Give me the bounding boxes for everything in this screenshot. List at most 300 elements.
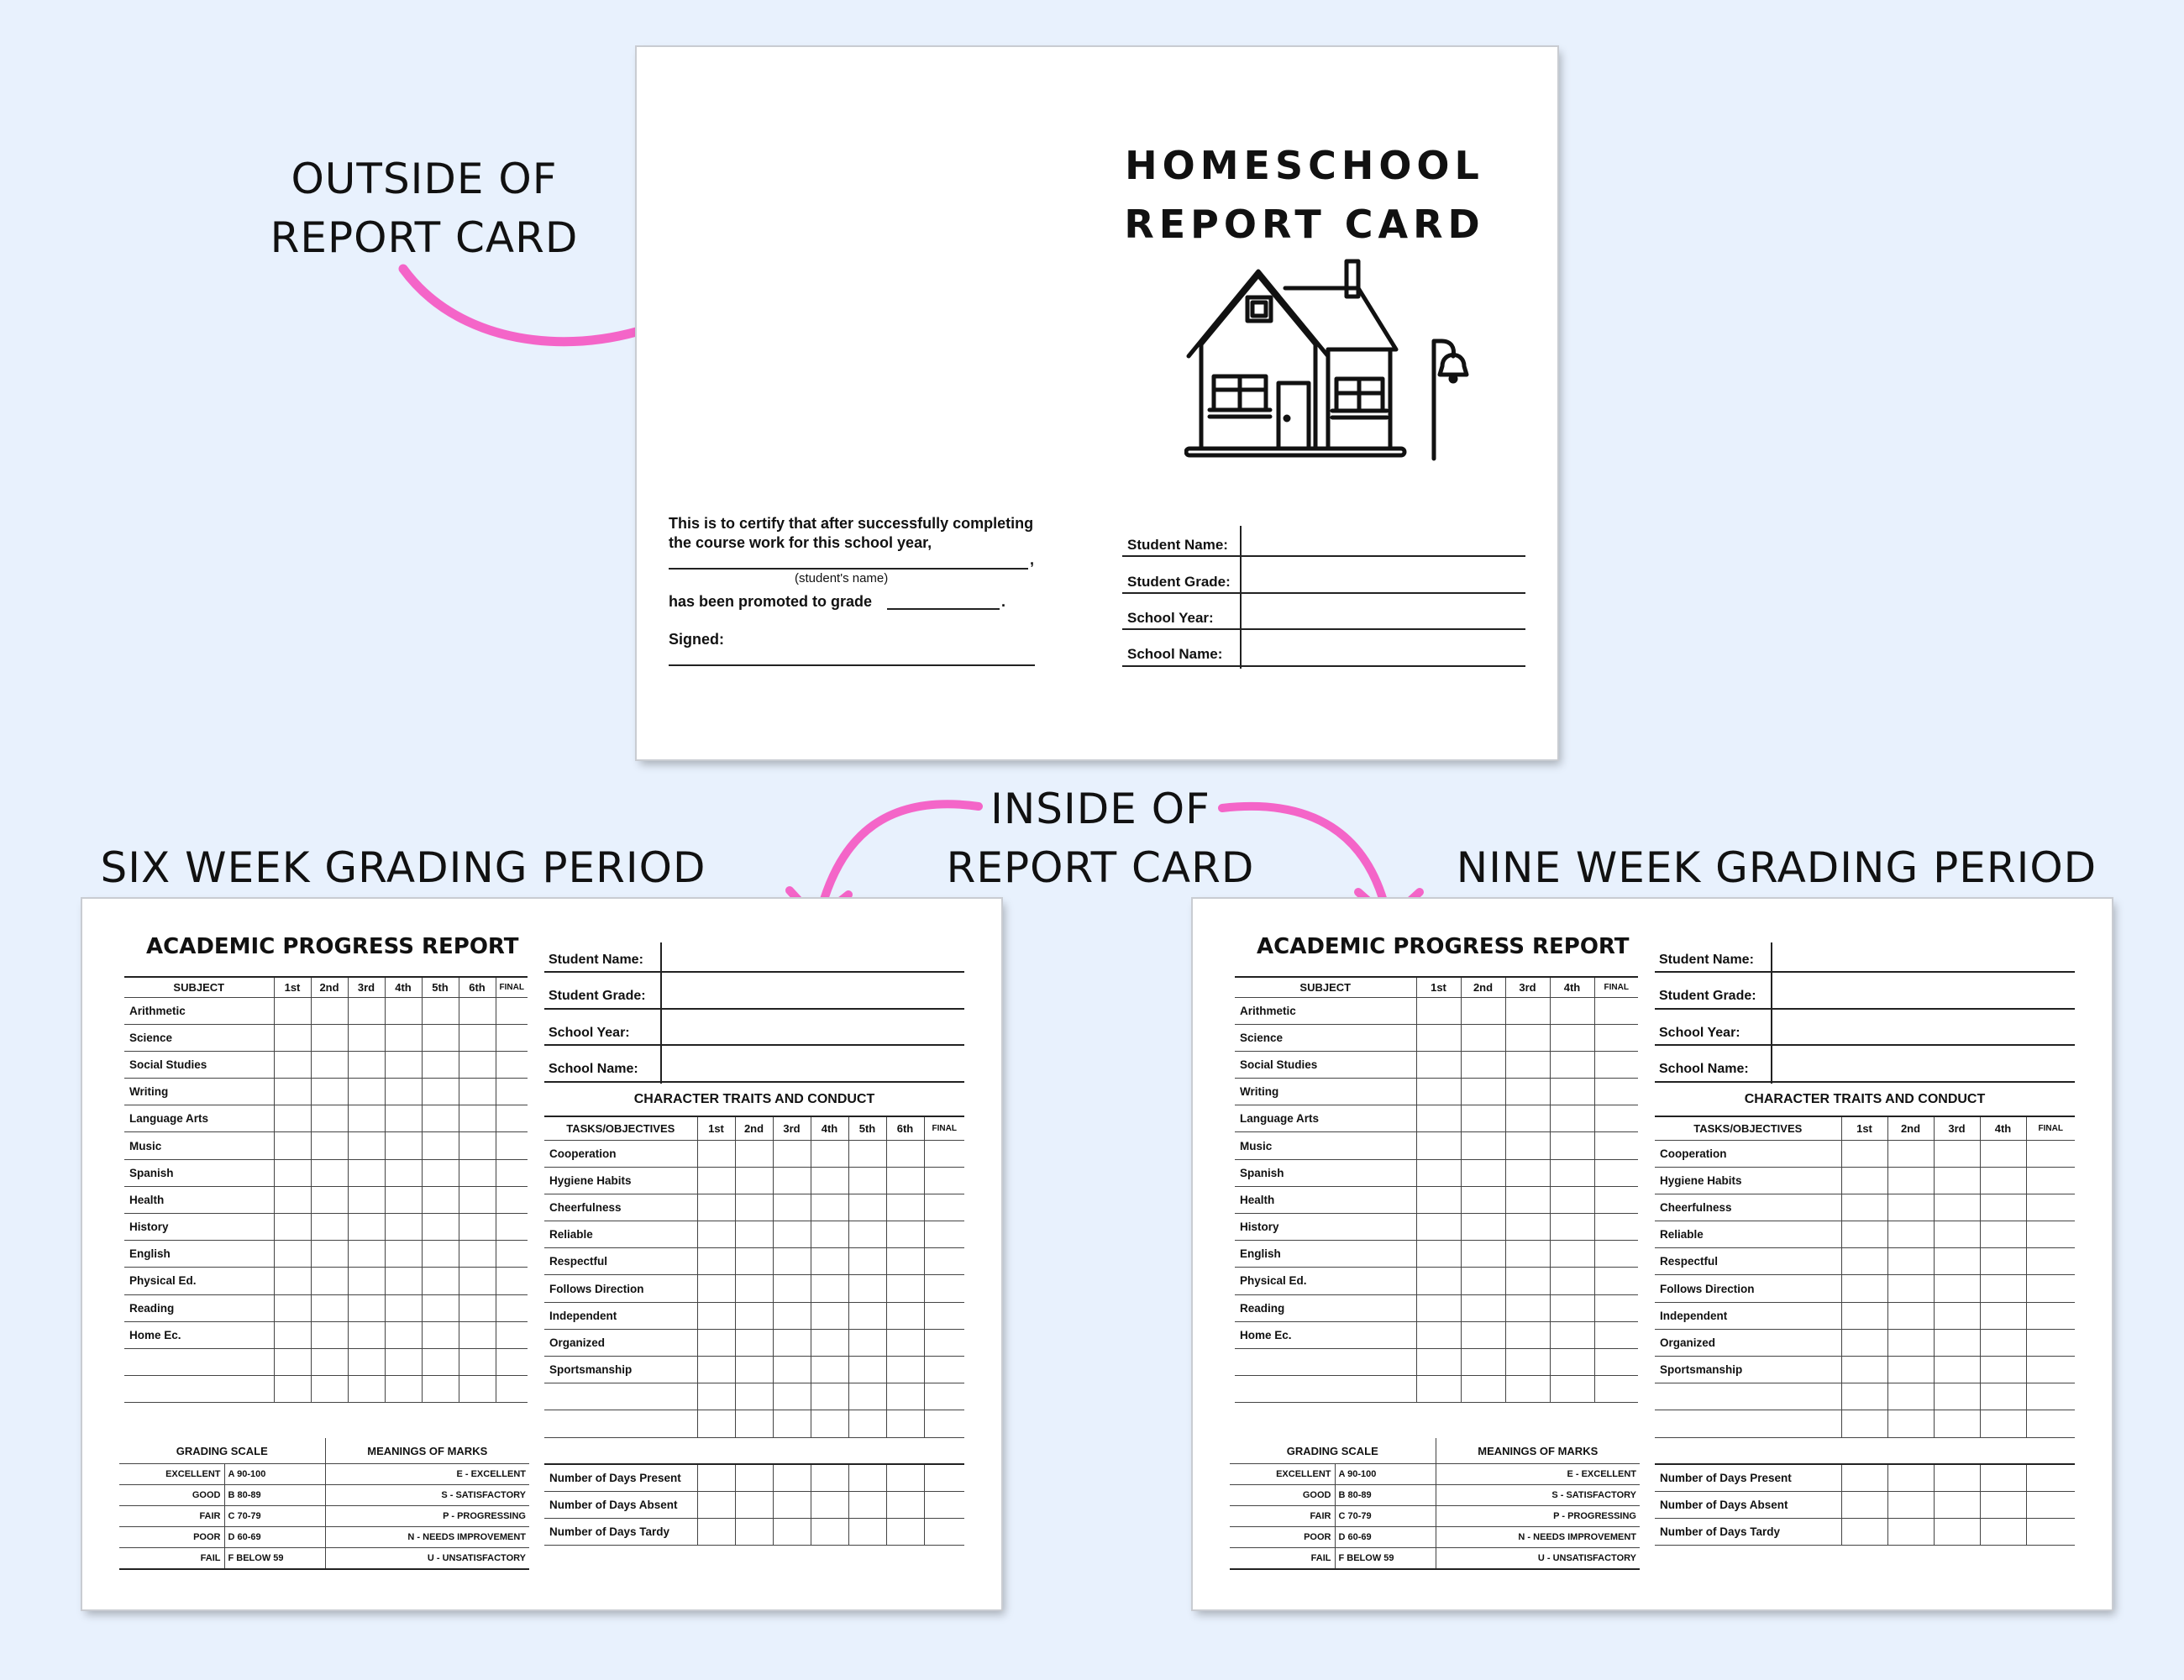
- six-trait-grade-cell[interactable]: [735, 1383, 773, 1410]
- nine-subject-grade-cell[interactable]: [1550, 1051, 1594, 1078]
- six-subject-grade-cell[interactable]: [311, 1159, 348, 1186]
- six-attendance-cell[interactable]: [886, 1518, 924, 1545]
- six-trait-grade-cell[interactable]: [886, 1383, 924, 1410]
- six-subject-grade-cell[interactable]: [385, 997, 422, 1024]
- six-subject-grade-cell[interactable]: [459, 997, 496, 1024]
- nine-subject-grade-cell[interactable]: [1505, 1132, 1550, 1159]
- six-subject-grade-cell[interactable]: [459, 1024, 496, 1051]
- nine-trait-grade-cell[interactable]: [1841, 1221, 1887, 1248]
- nine-subject-grade-cell[interactable]: [1550, 1105, 1594, 1132]
- nine-subject-grade-cell[interactable]: [1505, 997, 1550, 1024]
- six-subject-grade-cell[interactable]: [348, 1348, 385, 1375]
- six-trait-grade-cell[interactable]: [773, 1221, 811, 1248]
- six-trait-grade-cell[interactable]: [811, 1302, 848, 1329]
- nine-trait-grade-cell[interactable]: [1841, 1167, 1887, 1194]
- six-subject-grade-cell[interactable]: [496, 1024, 528, 1051]
- six-subject-grade-cell[interactable]: [496, 1159, 528, 1186]
- nine-attendance-cell[interactable]: [1887, 1464, 1934, 1491]
- nine-trait-grade-cell[interactable]: [1841, 1194, 1887, 1221]
- nine-trait-grade-cell[interactable]: [1934, 1140, 1980, 1167]
- nine-subject-grade-cell[interactable]: [1550, 1132, 1594, 1159]
- nine-trait-grade-cell[interactable]: [1934, 1383, 1980, 1410]
- nine-subject-grade-cell[interactable]: [1594, 1214, 1638, 1241]
- six-attendance-cell[interactable]: [848, 1464, 886, 1491]
- nine-subject-grade-cell[interactable]: [1461, 1024, 1505, 1051]
- nine-subject-grade-cell[interactable]: [1594, 1241, 1638, 1268]
- six-trait-grade-cell[interactable]: [697, 1221, 735, 1248]
- nine-subject-grade-cell[interactable]: [1550, 1268, 1594, 1294]
- nine-trait-grade-cell[interactable]: [1980, 1194, 2026, 1221]
- nine-subject-grade-cell[interactable]: [1416, 1348, 1461, 1375]
- nine-trait-grade-cell[interactable]: [1887, 1383, 1934, 1410]
- nine-trait-grade-cell[interactable]: [1980, 1167, 2026, 1194]
- nine-subject-grade-cell[interactable]: [1594, 1186, 1638, 1213]
- six-subject-grade-cell[interactable]: [496, 1376, 528, 1403]
- six-subject-grade-cell[interactable]: [422, 1214, 459, 1241]
- nine-subject-grade-cell[interactable]: [1505, 1241, 1550, 1268]
- six-student-name-field[interactable]: [544, 971, 964, 973]
- six-subject-grade-cell[interactable]: [311, 1105, 348, 1132]
- six-trait-grade-cell[interactable]: [924, 1383, 964, 1410]
- nine-subject-grade-cell[interactable]: [1550, 1376, 1594, 1403]
- six-trait-grade-cell[interactable]: [811, 1167, 848, 1194]
- nine-trait-grade-cell[interactable]: [1887, 1329, 1934, 1356]
- six-subject-grade-cell[interactable]: [496, 1348, 528, 1375]
- six-subject-grade-cell[interactable]: [459, 1294, 496, 1321]
- nine-subject-grade-cell[interactable]: [1550, 1321, 1594, 1348]
- six-subject-grade-cell[interactable]: [348, 1051, 385, 1078]
- six-trait-grade-cell[interactable]: [773, 1140, 811, 1167]
- six-trait-grade-cell[interactable]: [811, 1357, 848, 1383]
- six-subject-grade-cell[interactable]: [274, 1186, 311, 1213]
- six-trait-grade-cell[interactable]: [848, 1383, 886, 1410]
- six-attendance-cell[interactable]: [886, 1491, 924, 1518]
- six-trait-grade-cell[interactable]: [697, 1357, 735, 1383]
- six-trait-grade-cell[interactable]: [773, 1167, 811, 1194]
- nine-subject-grade-cell[interactable]: [1594, 1321, 1638, 1348]
- six-trait-grade-cell[interactable]: [924, 1329, 964, 1356]
- nine-subject-grade-cell[interactable]: [1505, 1376, 1550, 1403]
- six-trait-grade-cell[interactable]: [811, 1221, 848, 1248]
- six-subject-grade-cell[interactable]: [274, 1024, 311, 1051]
- nine-subject-grade-cell[interactable]: [1416, 1051, 1461, 1078]
- nine-trait-grade-cell[interactable]: [1934, 1194, 1980, 1221]
- six-subject-grade-cell[interactable]: [311, 1241, 348, 1268]
- six-subject-grade-cell[interactable]: [311, 1294, 348, 1321]
- nine-subject-grade-cell[interactable]: [1416, 1132, 1461, 1159]
- six-trait-grade-cell[interactable]: [773, 1329, 811, 1356]
- nine-attendance-cell[interactable]: [1980, 1491, 2026, 1518]
- six-attendance-cell[interactable]: [924, 1464, 964, 1491]
- nine-subject-grade-cell[interactable]: [1550, 1079, 1594, 1105]
- six-attendance-cell[interactable]: [848, 1491, 886, 1518]
- six-attendance-cell[interactable]: [811, 1491, 848, 1518]
- six-subject-grade-cell[interactable]: [496, 1294, 528, 1321]
- nine-subject-grade-cell[interactable]: [1550, 1024, 1594, 1051]
- six-subject-grade-cell[interactable]: [311, 997, 348, 1024]
- signature-line[interactable]: [669, 664, 1035, 666]
- six-subject-grade-cell[interactable]: [274, 1348, 311, 1375]
- six-trait-grade-cell[interactable]: [735, 1410, 773, 1437]
- nine-attendance-cell[interactable]: [2026, 1464, 2075, 1491]
- nine-subject-grade-cell[interactable]: [1416, 1268, 1461, 1294]
- nine-subject-grade-cell[interactable]: [1550, 1159, 1594, 1186]
- six-subject-grade-cell[interactable]: [422, 1186, 459, 1213]
- six-trait-grade-cell[interactable]: [848, 1194, 886, 1221]
- cover-student-grade-field[interactable]: [1122, 592, 1525, 594]
- nine-trait-grade-cell[interactable]: [2026, 1248, 2075, 1275]
- six-school-year-field[interactable]: [544, 1044, 964, 1046]
- cover-student-name-field[interactable]: [1122, 555, 1525, 557]
- nine-trait-grade-cell[interactable]: [2026, 1194, 2075, 1221]
- six-subject-grade-cell[interactable]: [274, 1132, 311, 1159]
- six-trait-grade-cell[interactable]: [886, 1357, 924, 1383]
- nine-trait-grade-cell[interactable]: [1841, 1140, 1887, 1167]
- nine-trait-grade-cell[interactable]: [2026, 1302, 2075, 1329]
- six-subject-grade-cell[interactable]: [385, 1376, 422, 1403]
- six-trait-grade-cell[interactable]: [697, 1248, 735, 1275]
- six-subject-grade-cell[interactable]: [496, 997, 528, 1024]
- six-trait-grade-cell[interactable]: [924, 1221, 964, 1248]
- six-subject-grade-cell[interactable]: [496, 1214, 528, 1241]
- nine-trait-grade-cell[interactable]: [1980, 1410, 2026, 1437]
- six-subject-grade-cell[interactable]: [311, 1079, 348, 1105]
- nine-subject-grade-cell[interactable]: [1505, 1024, 1550, 1051]
- six-attendance-cell[interactable]: [848, 1518, 886, 1545]
- nine-trait-grade-cell[interactable]: [1980, 1302, 2026, 1329]
- nine-subject-grade-cell[interactable]: [1505, 1294, 1550, 1321]
- nine-trait-grade-cell[interactable]: [1887, 1140, 1934, 1167]
- six-trait-grade-cell[interactable]: [886, 1275, 924, 1302]
- nine-subject-grade-cell[interactable]: [1416, 1159, 1461, 1186]
- nine-subject-grade-cell[interactable]: [1594, 1268, 1638, 1294]
- nine-trait-grade-cell[interactable]: [1841, 1248, 1887, 1275]
- six-subject-grade-cell[interactable]: [385, 1132, 422, 1159]
- six-attendance-cell[interactable]: [735, 1491, 773, 1518]
- nine-school-name-field[interactable]: [1655, 1081, 2075, 1083]
- nine-trait-grade-cell[interactable]: [1841, 1275, 1887, 1302]
- six-trait-grade-cell[interactable]: [924, 1302, 964, 1329]
- nine-trait-grade-cell[interactable]: [1934, 1410, 1980, 1437]
- six-subject-grade-cell[interactable]: [496, 1105, 528, 1132]
- six-subject-grade-cell[interactable]: [496, 1132, 528, 1159]
- six-trait-grade-cell[interactable]: [848, 1167, 886, 1194]
- six-attendance-cell[interactable]: [773, 1491, 811, 1518]
- nine-trait-grade-cell[interactable]: [1934, 1329, 1980, 1356]
- six-subject-grade-cell[interactable]: [422, 1132, 459, 1159]
- six-student-grade-field[interactable]: [544, 1008, 964, 1010]
- six-subject-grade-cell[interactable]: [496, 1321, 528, 1348]
- six-trait-grade-cell[interactable]: [886, 1221, 924, 1248]
- nine-trait-grade-cell[interactable]: [1887, 1221, 1934, 1248]
- six-subject-grade-cell[interactable]: [348, 1214, 385, 1241]
- nine-subject-grade-cell[interactable]: [1461, 1132, 1505, 1159]
- six-trait-grade-cell[interactable]: [773, 1302, 811, 1329]
- six-attendance-cell[interactable]: [735, 1464, 773, 1491]
- six-subject-grade-cell[interactable]: [348, 1159, 385, 1186]
- six-subject-grade-cell[interactable]: [348, 1294, 385, 1321]
- six-trait-grade-cell[interactable]: [886, 1302, 924, 1329]
- nine-attendance-cell[interactable]: [1841, 1491, 1887, 1518]
- nine-subject-grade-cell[interactable]: [1550, 1241, 1594, 1268]
- six-attendance-cell[interactable]: [924, 1491, 964, 1518]
- six-trait-grade-cell[interactable]: [811, 1410, 848, 1437]
- nine-trait-grade-cell[interactable]: [1980, 1248, 2026, 1275]
- six-trait-grade-cell[interactable]: [848, 1410, 886, 1437]
- six-subject-grade-cell[interactable]: [422, 1024, 459, 1051]
- nine-subject-grade-cell[interactable]: [1505, 1321, 1550, 1348]
- six-trait-grade-cell[interactable]: [811, 1383, 848, 1410]
- nine-subject-grade-cell[interactable]: [1550, 1348, 1594, 1375]
- six-trait-grade-cell[interactable]: [848, 1357, 886, 1383]
- six-subject-grade-cell[interactable]: [459, 1268, 496, 1294]
- nine-attendance-cell[interactable]: [1934, 1491, 1980, 1518]
- six-attendance-cell[interactable]: [697, 1518, 735, 1545]
- nine-trait-grade-cell[interactable]: [1887, 1194, 1934, 1221]
- nine-trait-grade-cell[interactable]: [1980, 1275, 2026, 1302]
- six-trait-grade-cell[interactable]: [886, 1329, 924, 1356]
- six-subject-grade-cell[interactable]: [385, 1105, 422, 1132]
- six-trait-grade-cell[interactable]: [848, 1248, 886, 1275]
- six-subject-grade-cell[interactable]: [311, 1051, 348, 1078]
- six-trait-grade-cell[interactable]: [886, 1167, 924, 1194]
- nine-subject-grade-cell[interactable]: [1416, 1241, 1461, 1268]
- six-subject-grade-cell[interactable]: [348, 1105, 385, 1132]
- six-subject-grade-cell[interactable]: [348, 1268, 385, 1294]
- nine-subject-grade-cell[interactable]: [1550, 1214, 1594, 1241]
- six-subject-grade-cell[interactable]: [459, 1214, 496, 1241]
- nine-trait-grade-cell[interactable]: [1841, 1302, 1887, 1329]
- six-subject-grade-cell[interactable]: [385, 1348, 422, 1375]
- six-trait-grade-cell[interactable]: [773, 1194, 811, 1221]
- nine-subject-grade-cell[interactable]: [1505, 1214, 1550, 1241]
- six-subject-grade-cell[interactable]: [311, 1348, 348, 1375]
- six-subject-grade-cell[interactable]: [311, 1186, 348, 1213]
- six-subject-grade-cell[interactable]: [385, 1051, 422, 1078]
- nine-subject-grade-cell[interactable]: [1505, 1079, 1550, 1105]
- six-subject-grade-cell[interactable]: [385, 1268, 422, 1294]
- nine-subject-grade-cell[interactable]: [1416, 1214, 1461, 1241]
- six-trait-grade-cell[interactable]: [735, 1221, 773, 1248]
- nine-trait-grade-cell[interactable]: [1980, 1221, 2026, 1248]
- six-attendance-cell[interactable]: [924, 1518, 964, 1545]
- six-subject-grade-cell[interactable]: [385, 1024, 422, 1051]
- six-attendance-cell[interactable]: [886, 1464, 924, 1491]
- nine-attendance-cell[interactable]: [2026, 1491, 2075, 1518]
- nine-school-year-field[interactable]: [1655, 1044, 2075, 1046]
- nine-subject-grade-cell[interactable]: [1594, 997, 1638, 1024]
- six-subject-grade-cell[interactable]: [385, 1214, 422, 1241]
- six-attendance-cell[interactable]: [773, 1464, 811, 1491]
- six-trait-grade-cell[interactable]: [811, 1140, 848, 1167]
- six-subject-grade-cell[interactable]: [274, 1105, 311, 1132]
- six-subject-grade-cell[interactable]: [274, 1294, 311, 1321]
- nine-attendance-cell[interactable]: [1980, 1464, 2026, 1491]
- six-trait-grade-cell[interactable]: [735, 1140, 773, 1167]
- nine-trait-grade-cell[interactable]: [1934, 1275, 1980, 1302]
- nine-subject-grade-cell[interactable]: [1461, 1241, 1505, 1268]
- six-trait-grade-cell[interactable]: [697, 1275, 735, 1302]
- nine-subject-grade-cell[interactable]: [1461, 1294, 1505, 1321]
- six-subject-grade-cell[interactable]: [274, 1321, 311, 1348]
- six-school-name-field[interactable]: [544, 1081, 964, 1083]
- six-subject-grade-cell[interactable]: [496, 1268, 528, 1294]
- nine-subject-grade-cell[interactable]: [1550, 1294, 1594, 1321]
- grade-blank[interactable]: [887, 608, 1000, 610]
- nine-trait-grade-cell[interactable]: [2026, 1410, 2075, 1437]
- six-trait-grade-cell[interactable]: [697, 1140, 735, 1167]
- nine-trait-grade-cell[interactable]: [2026, 1167, 2075, 1194]
- six-trait-grade-cell[interactable]: [886, 1140, 924, 1167]
- nine-subject-grade-cell[interactable]: [1594, 1348, 1638, 1375]
- nine-subject-grade-cell[interactable]: [1461, 1105, 1505, 1132]
- nine-subject-grade-cell[interactable]: [1594, 1051, 1638, 1078]
- nine-subject-grade-cell[interactable]: [1461, 1376, 1505, 1403]
- nine-subject-grade-cell[interactable]: [1505, 1186, 1550, 1213]
- nine-trait-grade-cell[interactable]: [2026, 1221, 2075, 1248]
- nine-subject-grade-cell[interactable]: [1461, 997, 1505, 1024]
- six-subject-grade-cell[interactable]: [274, 1376, 311, 1403]
- six-trait-grade-cell[interactable]: [697, 1302, 735, 1329]
- six-subject-grade-cell[interactable]: [459, 1348, 496, 1375]
- nine-subject-grade-cell[interactable]: [1594, 1294, 1638, 1321]
- six-trait-grade-cell[interactable]: [924, 1194, 964, 1221]
- six-trait-grade-cell[interactable]: [697, 1383, 735, 1410]
- six-trait-grade-cell[interactable]: [924, 1167, 964, 1194]
- nine-subject-grade-cell[interactable]: [1461, 1159, 1505, 1186]
- nine-subject-grade-cell[interactable]: [1416, 1079, 1461, 1105]
- nine-trait-grade-cell[interactable]: [1887, 1167, 1934, 1194]
- nine-subject-grade-cell[interactable]: [1505, 1159, 1550, 1186]
- six-subject-grade-cell[interactable]: [274, 1051, 311, 1078]
- six-subject-grade-cell[interactable]: [385, 1079, 422, 1105]
- six-trait-grade-cell[interactable]: [811, 1329, 848, 1356]
- six-subject-grade-cell[interactable]: [459, 1376, 496, 1403]
- six-trait-grade-cell[interactable]: [924, 1248, 964, 1275]
- six-attendance-cell[interactable]: [811, 1518, 848, 1545]
- six-attendance-cell[interactable]: [811, 1464, 848, 1491]
- six-trait-grade-cell[interactable]: [848, 1302, 886, 1329]
- six-trait-grade-cell[interactable]: [697, 1167, 735, 1194]
- six-trait-grade-cell[interactable]: [735, 1194, 773, 1221]
- nine-student-grade-field[interactable]: [1655, 1008, 2075, 1010]
- six-trait-grade-cell[interactable]: [811, 1194, 848, 1221]
- six-subject-grade-cell[interactable]: [422, 1241, 459, 1268]
- nine-subject-grade-cell[interactable]: [1416, 1376, 1461, 1403]
- nine-trait-grade-cell[interactable]: [2026, 1275, 2075, 1302]
- six-subject-grade-cell[interactable]: [348, 1241, 385, 1268]
- six-subject-grade-cell[interactable]: [385, 1159, 422, 1186]
- nine-trait-grade-cell[interactable]: [1841, 1357, 1887, 1383]
- six-trait-grade-cell[interactable]: [924, 1140, 964, 1167]
- nine-trait-grade-cell[interactable]: [1841, 1383, 1887, 1410]
- six-trait-grade-cell[interactable]: [811, 1275, 848, 1302]
- six-subject-grade-cell[interactable]: [311, 1132, 348, 1159]
- six-subject-grade-cell[interactable]: [459, 1159, 496, 1186]
- nine-subject-grade-cell[interactable]: [1550, 997, 1594, 1024]
- six-subject-grade-cell[interactable]: [459, 1241, 496, 1268]
- six-trait-grade-cell[interactable]: [773, 1410, 811, 1437]
- nine-attendance-cell[interactable]: [1841, 1518, 1887, 1545]
- nine-subject-grade-cell[interactable]: [1550, 1186, 1594, 1213]
- nine-trait-grade-cell[interactable]: [1887, 1275, 1934, 1302]
- six-trait-grade-cell[interactable]: [924, 1410, 964, 1437]
- nine-subject-grade-cell[interactable]: [1416, 1105, 1461, 1132]
- nine-attendance-cell[interactable]: [1887, 1491, 1934, 1518]
- six-subject-grade-cell[interactable]: [422, 1294, 459, 1321]
- six-subject-grade-cell[interactable]: [274, 997, 311, 1024]
- nine-attendance-cell[interactable]: [1887, 1518, 1934, 1545]
- nine-attendance-cell[interactable]: [2026, 1518, 2075, 1545]
- nine-trait-grade-cell[interactable]: [1841, 1329, 1887, 1356]
- six-subject-grade-cell[interactable]: [496, 1051, 528, 1078]
- nine-attendance-cell[interactable]: [1841, 1464, 1887, 1491]
- nine-subject-grade-cell[interactable]: [1461, 1051, 1505, 1078]
- six-subject-grade-cell[interactable]: [385, 1186, 422, 1213]
- six-subject-grade-cell[interactable]: [385, 1241, 422, 1268]
- six-subject-grade-cell[interactable]: [348, 1186, 385, 1213]
- six-trait-grade-cell[interactable]: [735, 1248, 773, 1275]
- nine-subject-grade-cell[interactable]: [1416, 1321, 1461, 1348]
- nine-trait-grade-cell[interactable]: [2026, 1140, 2075, 1167]
- nine-trait-grade-cell[interactable]: [1934, 1248, 1980, 1275]
- nine-attendance-cell[interactable]: [1934, 1464, 1980, 1491]
- nine-subject-grade-cell[interactable]: [1416, 1294, 1461, 1321]
- six-subject-grade-cell[interactable]: [422, 1321, 459, 1348]
- cover-school-name-field[interactable]: [1122, 665, 1525, 667]
- six-subject-grade-cell[interactable]: [311, 1376, 348, 1403]
- six-subject-grade-cell[interactable]: [496, 1241, 528, 1268]
- six-subject-grade-cell[interactable]: [348, 1132, 385, 1159]
- nine-subject-grade-cell[interactable]: [1461, 1079, 1505, 1105]
- six-subject-grade-cell[interactable]: [274, 1214, 311, 1241]
- nine-subject-grade-cell[interactable]: [1505, 1268, 1550, 1294]
- nine-trait-grade-cell[interactable]: [2026, 1357, 2075, 1383]
- six-subject-grade-cell[interactable]: [422, 1376, 459, 1403]
- six-subject-grade-cell[interactable]: [422, 1348, 459, 1375]
- nine-subject-grade-cell[interactable]: [1594, 1105, 1638, 1132]
- six-trait-grade-cell[interactable]: [886, 1194, 924, 1221]
- six-subject-grade-cell[interactable]: [274, 1159, 311, 1186]
- six-subject-grade-cell[interactable]: [311, 1268, 348, 1294]
- nine-trait-grade-cell[interactable]: [1934, 1167, 1980, 1194]
- cover-school-year-field[interactable]: [1122, 628, 1525, 630]
- nine-subject-grade-cell[interactable]: [1461, 1321, 1505, 1348]
- six-subject-grade-cell[interactable]: [459, 1105, 496, 1132]
- nine-trait-grade-cell[interactable]: [1887, 1302, 1934, 1329]
- six-subject-grade-cell[interactable]: [422, 997, 459, 1024]
- six-subject-grade-cell[interactable]: [422, 1079, 459, 1105]
- nine-attendance-cell[interactable]: [1980, 1518, 2026, 1545]
- six-trait-grade-cell[interactable]: [848, 1140, 886, 1167]
- nine-subject-grade-cell[interactable]: [1594, 1024, 1638, 1051]
- six-trait-grade-cell[interactable]: [735, 1167, 773, 1194]
- nine-subject-grade-cell[interactable]: [1505, 1051, 1550, 1078]
- six-trait-grade-cell[interactable]: [697, 1329, 735, 1356]
- nine-trait-grade-cell[interactable]: [1980, 1357, 2026, 1383]
- six-subject-grade-cell[interactable]: [311, 1024, 348, 1051]
- six-subject-grade-cell[interactable]: [348, 1024, 385, 1051]
- nine-trait-grade-cell[interactable]: [1887, 1248, 1934, 1275]
- six-subject-grade-cell[interactable]: [348, 1321, 385, 1348]
- six-trait-grade-cell[interactable]: [886, 1410, 924, 1437]
- six-attendance-cell[interactable]: [773, 1518, 811, 1545]
- six-subject-grade-cell[interactable]: [274, 1079, 311, 1105]
- six-subject-grade-cell[interactable]: [348, 1079, 385, 1105]
- nine-trait-grade-cell[interactable]: [1887, 1357, 1934, 1383]
- six-subject-grade-cell[interactable]: [422, 1051, 459, 1078]
- six-trait-grade-cell[interactable]: [697, 1410, 735, 1437]
